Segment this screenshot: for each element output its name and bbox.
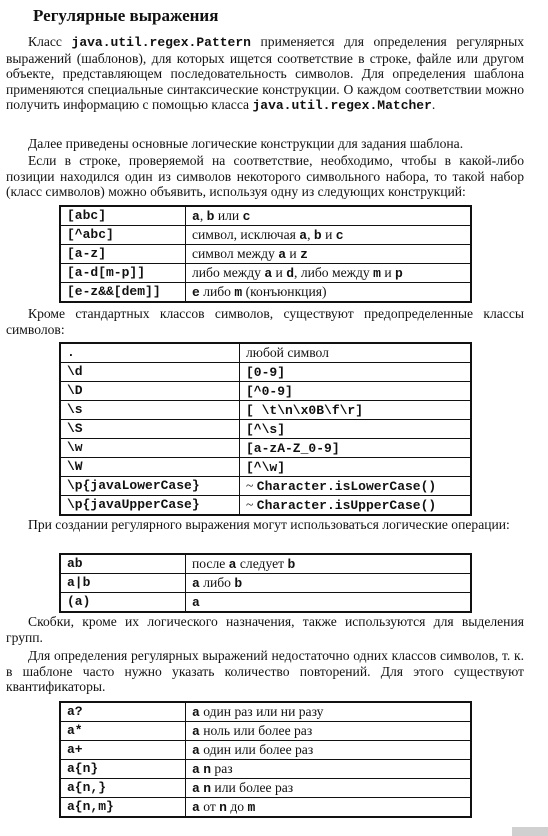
construct-cell: ab bbox=[60, 554, 186, 574]
code-fragment: a bbox=[192, 704, 200, 720]
meaning-cell bbox=[186, 574, 472, 593]
code-fragment: [a-zA-Z_0-9] bbox=[246, 440, 340, 456]
construct-cell: [a-d[m-p]] bbox=[60, 264, 186, 283]
code-fragment: b bbox=[313, 227, 322, 243]
construct-cell: a{n,m} bbox=[60, 798, 186, 818]
code-fragment: Character.isLowerCase() bbox=[256, 478, 437, 494]
table-row bbox=[60, 741, 471, 760]
meaning-cell bbox=[240, 496, 472, 516]
construct-cell: a? bbox=[60, 702, 186, 722]
table-row bbox=[60, 496, 471, 516]
code-fragment: [^\w] bbox=[246, 459, 286, 475]
code-fragment: m bbox=[247, 799, 256, 815]
meaning-cell bbox=[186, 798, 472, 818]
text-fragment: до bbox=[226, 798, 248, 814]
meaning-cell bbox=[186, 722, 472, 741]
intro-paragraph bbox=[6, 34, 524, 114]
text-fragment: или bbox=[214, 207, 243, 223]
code-fragment: m bbox=[234, 284, 243, 300]
logical-ops-table bbox=[59, 553, 472, 613]
meaning-cell bbox=[186, 779, 472, 798]
code-fragment: d bbox=[286, 265, 295, 281]
code-fragment: a bbox=[192, 594, 200, 610]
meaning-cell bbox=[186, 283, 472, 303]
char-class-table bbox=[59, 205, 472, 303]
logical-ops-paragraph: При создании регулярного выражения могут использоваться логические операции: bbox=[28, 517, 510, 532]
table-row bbox=[60, 264, 471, 283]
text-fragment: один или более раз bbox=[199, 741, 314, 757]
construct-cell: [abc] bbox=[60, 206, 186, 226]
meaning-cell bbox=[186, 760, 472, 779]
code-fragment: a bbox=[192, 575, 200, 591]
page-corner-block bbox=[512, 827, 548, 836]
predefined-class-table bbox=[59, 342, 472, 516]
intro-text-c: . bbox=[431, 97, 436, 112]
text-fragment: символ, исключая bbox=[192, 226, 300, 242]
table-row bbox=[60, 343, 471, 363]
constructs-paragraph: Далее приведены основные логические конструкции для задания шаблона. bbox=[28, 136, 464, 151]
code-fragment: [ \t\n\x0B\f\r] bbox=[246, 402, 364, 418]
construct-cell: \p{javaUpperCase} bbox=[60, 496, 240, 516]
table-row bbox=[60, 574, 471, 593]
table-row bbox=[60, 401, 471, 420]
meaning-cell bbox=[240, 343, 472, 363]
text-fragment: и bbox=[321, 226, 336, 242]
code-fragment: a bbox=[264, 265, 273, 281]
text-fragment: ~ bbox=[246, 477, 257, 493]
construct-cell: \W bbox=[60, 458, 240, 477]
text-fragment: либо bbox=[199, 574, 235, 590]
code-fragment: [^0-9] bbox=[246, 383, 293, 399]
text-fragment: , либо между bbox=[294, 264, 374, 280]
text-fragment: от bbox=[199, 798, 220, 814]
code-fragment: b bbox=[206, 208, 215, 224]
text-fragment: после bbox=[192, 555, 229, 571]
construct-cell: \S bbox=[60, 420, 240, 439]
table-row bbox=[60, 226, 471, 245]
code-fragment: n bbox=[219, 799, 227, 815]
code-fragment: a bbox=[278, 246, 286, 262]
construct-cell: a|b bbox=[60, 574, 186, 593]
code-fragment: a bbox=[192, 799, 200, 815]
table-row bbox=[60, 722, 471, 741]
table-row bbox=[60, 363, 471, 382]
text-fragment: , bbox=[199, 207, 207, 223]
code-fragment: a bbox=[192, 742, 200, 758]
construct-cell: \d bbox=[60, 363, 240, 382]
meaning-cell bbox=[240, 439, 472, 458]
meaning-cell bbox=[186, 741, 472, 760]
intro-text-b: применяется для определения регулярных выражений (шаблонов), для которых ищется соответствие в строке, файле или другом объекте, представляющем последовательность символов. Для определения шаблона применяются специальные синтаксические конструкции. О каждом соответствии можно получить информацию с помощью класса bbox=[6, 34, 524, 112]
construct-cell: a{n} bbox=[60, 760, 186, 779]
pattern-class-name: java.util.regex.Pattern bbox=[71, 35, 251, 50]
construct-cell: a* bbox=[60, 722, 186, 741]
matcher-class-name: java.util.regex.Matcher bbox=[252, 98, 432, 113]
code-fragment: p bbox=[395, 265, 403, 281]
meaning-cell bbox=[240, 458, 472, 477]
table-row bbox=[60, 760, 471, 779]
text-fragment: любой символ bbox=[246, 345, 329, 360]
meaning-cell bbox=[240, 382, 472, 401]
construct-cell: a{n,} bbox=[60, 779, 186, 798]
text-fragment: или более раз bbox=[211, 779, 294, 795]
meaning-cell bbox=[240, 477, 472, 496]
text-fragment: , bbox=[307, 226, 314, 242]
code-fragment: n bbox=[203, 780, 212, 796]
table-row bbox=[60, 593, 471, 613]
table-row bbox=[60, 439, 471, 458]
code-fragment: z bbox=[300, 246, 308, 262]
text-fragment: ~ bbox=[246, 496, 257, 512]
table-row bbox=[60, 420, 471, 439]
code-fragment: a bbox=[299, 227, 308, 243]
code-fragment: [^\s] bbox=[246, 421, 286, 437]
text-fragment: либо между bbox=[192, 264, 265, 280]
meaning-cell bbox=[240, 401, 472, 420]
code-fragment: m bbox=[373, 265, 381, 281]
quantifiers-paragraph: Для определения регулярных выражений недостаточно одних классов символов, т. к. в шаблоне часто нужно указать количество повторений. Для этого существуют квантификаторы. bbox=[6, 648, 524, 694]
meaning-cell bbox=[240, 420, 472, 439]
table-row bbox=[60, 206, 471, 226]
code-fragment: a bbox=[192, 723, 200, 739]
table-row bbox=[60, 798, 471, 818]
code-fragment: b bbox=[234, 575, 243, 591]
meaning-cell bbox=[186, 206, 472, 226]
page-title: Регулярные выражения bbox=[33, 6, 219, 25]
construct-cell: (a) bbox=[60, 593, 186, 613]
groups-paragraph: Скобки, кроме их логического назначения, также используются для выделения групп. bbox=[6, 614, 524, 645]
meaning-cell bbox=[186, 593, 472, 613]
code-fragment: c bbox=[242, 208, 251, 224]
quantifiers-table bbox=[59, 701, 472, 818]
meaning-cell bbox=[186, 245, 472, 264]
construct-cell: \s bbox=[60, 401, 240, 420]
table-row bbox=[60, 382, 471, 401]
intro-text-a: Класс bbox=[28, 34, 72, 49]
text-fragment: (конъюнкция) bbox=[242, 283, 327, 299]
meaning-cell bbox=[240, 363, 472, 382]
code-fragment: n bbox=[203, 761, 212, 777]
construct-cell: a+ bbox=[60, 741, 186, 760]
construct-cell: \p{javaLowerCase} bbox=[60, 477, 240, 496]
text-fragment: либо bbox=[199, 283, 235, 299]
text-fragment: следует bbox=[236, 555, 288, 571]
code-fragment: Character.isUpperCase() bbox=[256, 497, 437, 513]
code-fragment: e bbox=[192, 284, 200, 300]
meaning-cell bbox=[186, 554, 472, 574]
text-fragment: и bbox=[380, 264, 396, 280]
meaning-cell bbox=[186, 702, 472, 722]
code-fragment: a bbox=[192, 208, 200, 224]
table-row bbox=[60, 779, 471, 798]
construct-cell: \w bbox=[60, 439, 240, 458]
code-fragment: a bbox=[192, 761, 200, 777]
text-fragment: раз bbox=[211, 760, 233, 776]
meaning-cell bbox=[186, 226, 472, 245]
text-fragment: и bbox=[272, 264, 287, 280]
table-row bbox=[60, 554, 471, 574]
text-fragment: и bbox=[286, 245, 301, 261]
code-fragment: a bbox=[192, 780, 200, 796]
table-row bbox=[60, 245, 471, 264]
construct-cell: [^abc] bbox=[60, 226, 186, 245]
predefined-paragraph: Кроме стандартных классов символов, существуют предопределенные классы символов: bbox=[6, 306, 524, 337]
text-fragment: ноль или более раз bbox=[199, 722, 313, 738]
text-fragment: символ между bbox=[192, 245, 279, 261]
code-fragment: c bbox=[335, 227, 344, 243]
meaning-cell bbox=[186, 264, 472, 283]
construct-cell: [e-z&&[dem]] bbox=[60, 283, 186, 303]
code-fragment: b bbox=[287, 556, 296, 572]
code-fragment: a bbox=[228, 556, 237, 572]
table-row bbox=[60, 477, 471, 496]
construct-cell: . bbox=[60, 343, 240, 363]
text-fragment: один раз или ни разу bbox=[199, 703, 324, 719]
code-fragment: [0-9] bbox=[246, 364, 286, 380]
construct-cell: [a-z] bbox=[60, 245, 186, 264]
table-row bbox=[60, 458, 471, 477]
char-class-paragraph: Если в строке, проверяемой на соответствие, необходимо, чтобы в какой-либо позиции находился один из символов некоторого символьного набора, то такой набор (класс символов) можно объявить, используя одну из следующих конструкций: bbox=[6, 153, 524, 199]
table-row bbox=[60, 702, 471, 722]
construct-cell: \D bbox=[60, 382, 240, 401]
table-row bbox=[60, 283, 471, 303]
